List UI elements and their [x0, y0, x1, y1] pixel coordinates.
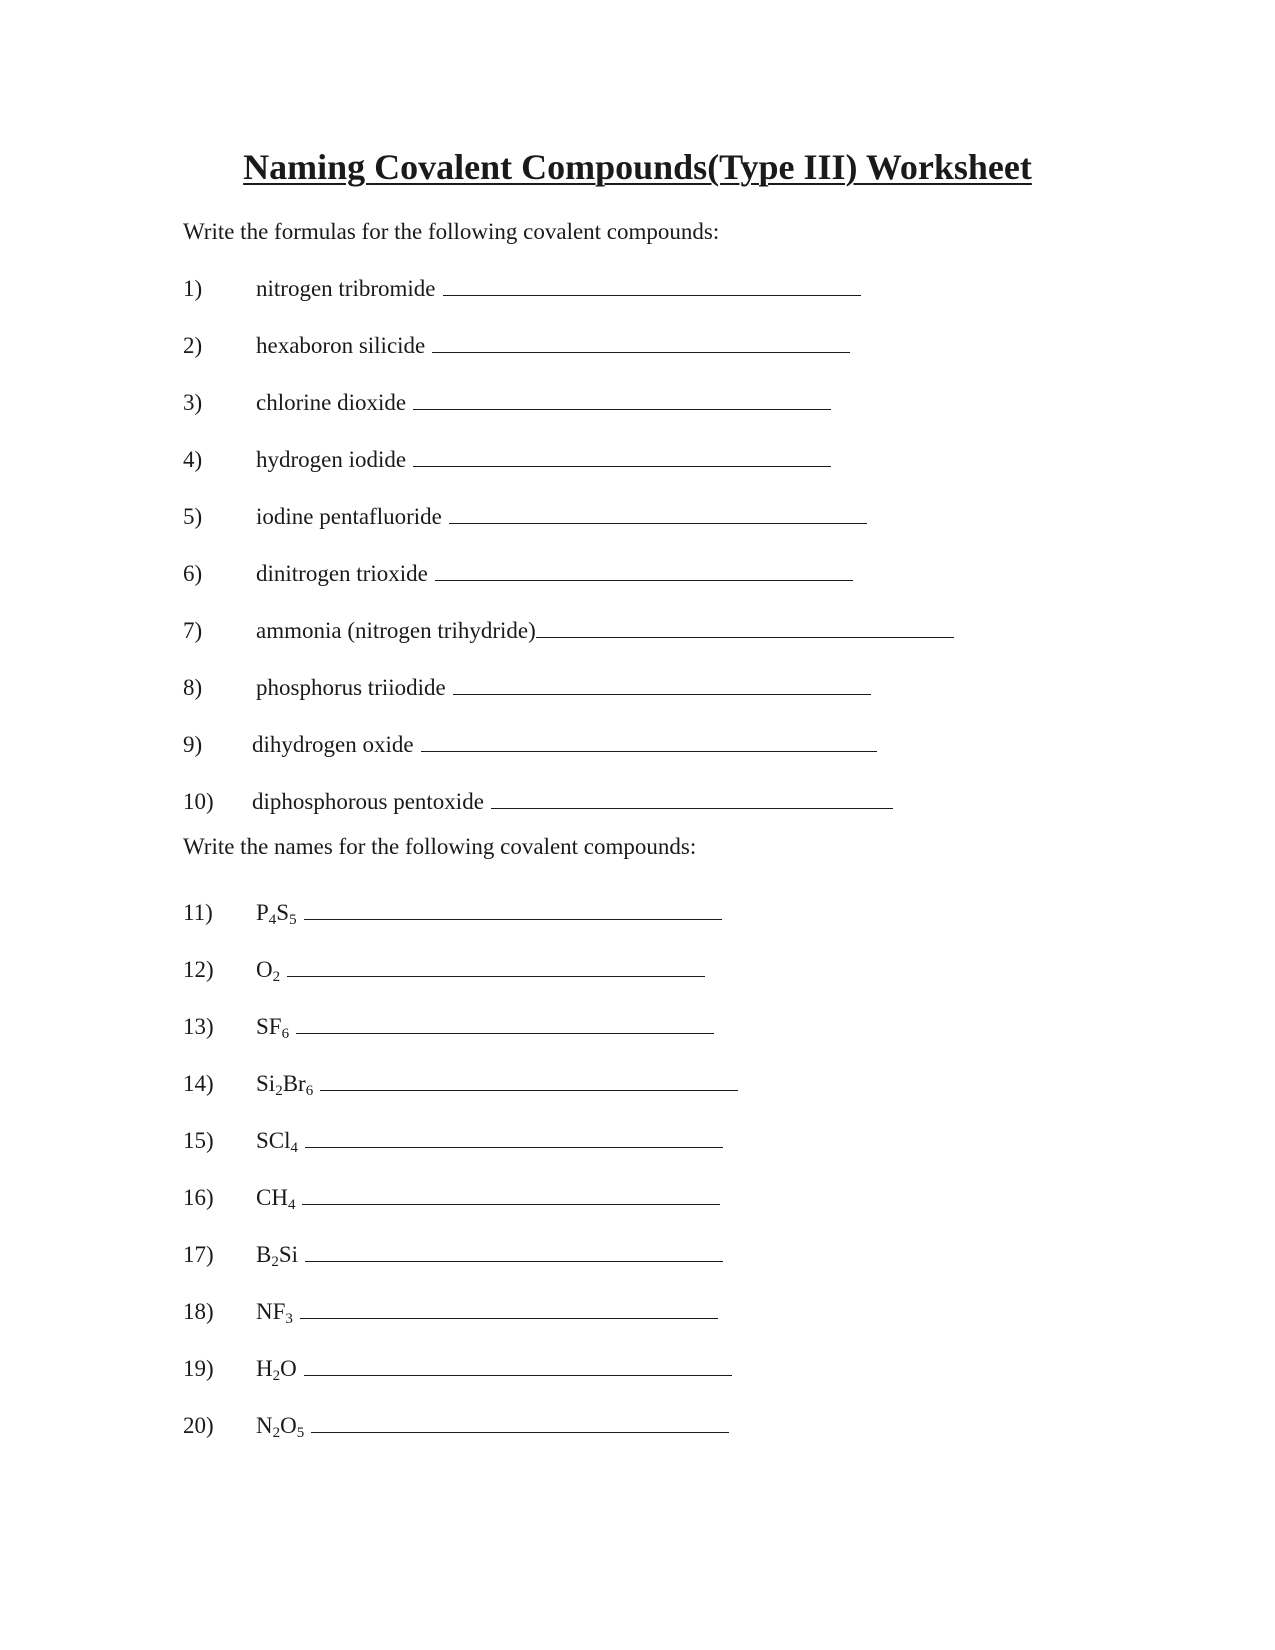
question-number: 15)	[183, 1128, 214, 1153]
compound-name: ammonia (nitrogen trihydride)	[256, 618, 536, 643]
answer-blank[interactable]	[443, 273, 861, 296]
subscript: 6	[281, 1026, 290, 1042]
answer-blank[interactable]	[320, 1068, 738, 1091]
compound-name: hydrogen iodide	[256, 447, 407, 472]
question-item	[183, 1296, 718, 1328]
question-number: 17)	[183, 1242, 214, 1267]
question-number: 16)	[183, 1185, 214, 1210]
answer-blank[interactable]	[491, 786, 893, 809]
names-instruction: Write the names for the following covalent compounds:	[183, 834, 697, 859]
question-number: 1)	[183, 276, 203, 301]
question-item	[183, 330, 850, 362]
question-item	[183, 558, 853, 590]
subscript: 5	[289, 912, 297, 928]
formulas-instruction: Write the formulas for the following covalent compounds:	[183, 219, 720, 244]
compound-formula: $CH_4$	[256, 1185, 296, 1213]
compound-formula: $B_2Si$	[256, 1242, 299, 1270]
compound-name: diphosphorous pentoxide	[252, 789, 484, 814]
question-item	[183, 1182, 720, 1214]
question-number: 6)	[183, 561, 203, 586]
subscript: 6	[305, 1083, 314, 1099]
subscript: 2	[275, 1083, 283, 1099]
subscript: 5	[296, 1425, 305, 1441]
answer-blank[interactable]	[453, 672, 871, 695]
question-number: 11)	[183, 900, 213, 925]
question-item	[183, 897, 722, 929]
question-number: 18)	[183, 1299, 214, 1324]
question-item	[183, 444, 831, 476]
question-item	[183, 1068, 738, 1100]
answer-blank[interactable]	[305, 1239, 723, 1262]
question-item	[183, 387, 831, 419]
question-item	[183, 672, 871, 704]
compound-formula: SCl$_4$	[256, 1128, 299, 1156]
question-number: 13)	[183, 1014, 214, 1039]
question-item	[183, 1011, 714, 1043]
answer-blank[interactable]	[304, 897, 722, 920]
question-item	[183, 729, 877, 761]
question-number: 10)	[183, 789, 214, 814]
answer-blank[interactable]	[435, 558, 853, 581]
answer-blank[interactable]	[421, 729, 877, 752]
question-number: 5)	[183, 504, 203, 529]
question-number: 8)	[183, 675, 203, 700]
question-item	[183, 273, 861, 305]
question-item	[183, 786, 893, 818]
answer-blank[interactable]	[432, 330, 850, 353]
question-number: 12)	[183, 957, 214, 982]
subscript: 4	[290, 1140, 299, 1156]
question-number: 4)	[183, 447, 203, 472]
question-item	[183, 1353, 732, 1385]
question-item	[183, 1410, 729, 1442]
compound-name: dihydrogen oxide	[252, 732, 414, 757]
compound-formula: $O_2$	[256, 957, 281, 985]
compound-name: iodine pentafluoride	[256, 504, 442, 529]
compound-name: chlorine dioxide	[256, 390, 407, 415]
subscript: 2	[272, 1368, 281, 1384]
compound-name: dinitrogen trioxide	[256, 561, 428, 586]
answer-blank[interactable]	[536, 615, 954, 638]
question-item	[183, 501, 867, 533]
answer-blank[interactable]	[287, 954, 705, 977]
compound-name: hexaboron silicide	[256, 333, 426, 358]
answer-blank[interactable]	[304, 1353, 732, 1376]
subscript: 2	[272, 969, 281, 985]
answer-blank[interactable]	[413, 444, 831, 467]
question-number: 14)	[183, 1071, 214, 1096]
question-item	[183, 1125, 723, 1157]
compound-formula: $SF_6$	[256, 1014, 290, 1042]
compound-name: nitrogen tribromide	[256, 276, 436, 301]
question-number: 9)	[183, 732, 203, 757]
subscript: 4	[287, 1197, 296, 1213]
question-item	[183, 954, 705, 986]
answer-blank[interactable]	[300, 1296, 718, 1319]
worksheet-title: Naming Covalent Compounds(Type III) Worksheet	[243, 147, 1032, 187]
question-number: 20)	[183, 1413, 214, 1438]
answer-blank[interactable]	[413, 387, 831, 410]
answer-blank[interactable]	[449, 501, 867, 524]
answer-blank[interactable]	[305, 1125, 723, 1148]
compound-formula: $Si_2Br_6$	[256, 1071, 314, 1099]
answer-blank[interactable]	[302, 1182, 720, 1205]
question-number: 7)	[183, 618, 203, 643]
answer-blank[interactable]	[296, 1011, 714, 1034]
subscript: 4	[268, 912, 277, 928]
question-number: 19)	[183, 1356, 214, 1381]
compound-formula: $P_4S_5$	[256, 900, 297, 928]
compound-name: phosphorus triiodide	[256, 675, 446, 700]
compound-formula: $H_2O$	[256, 1356, 297, 1384]
question-number: 2)	[183, 333, 203, 358]
answer-blank[interactable]	[311, 1410, 729, 1433]
question-item	[183, 615, 954, 647]
subscript: 2	[272, 1425, 281, 1441]
question-number: 3)	[183, 390, 203, 415]
subscript: 2	[271, 1254, 279, 1270]
question-item	[183, 1239, 723, 1271]
subscript: 3	[285, 1311, 293, 1327]
compound-formula: $NF_3$	[256, 1299, 293, 1327]
compound-formula: $N_2O_5$	[256, 1413, 305, 1441]
